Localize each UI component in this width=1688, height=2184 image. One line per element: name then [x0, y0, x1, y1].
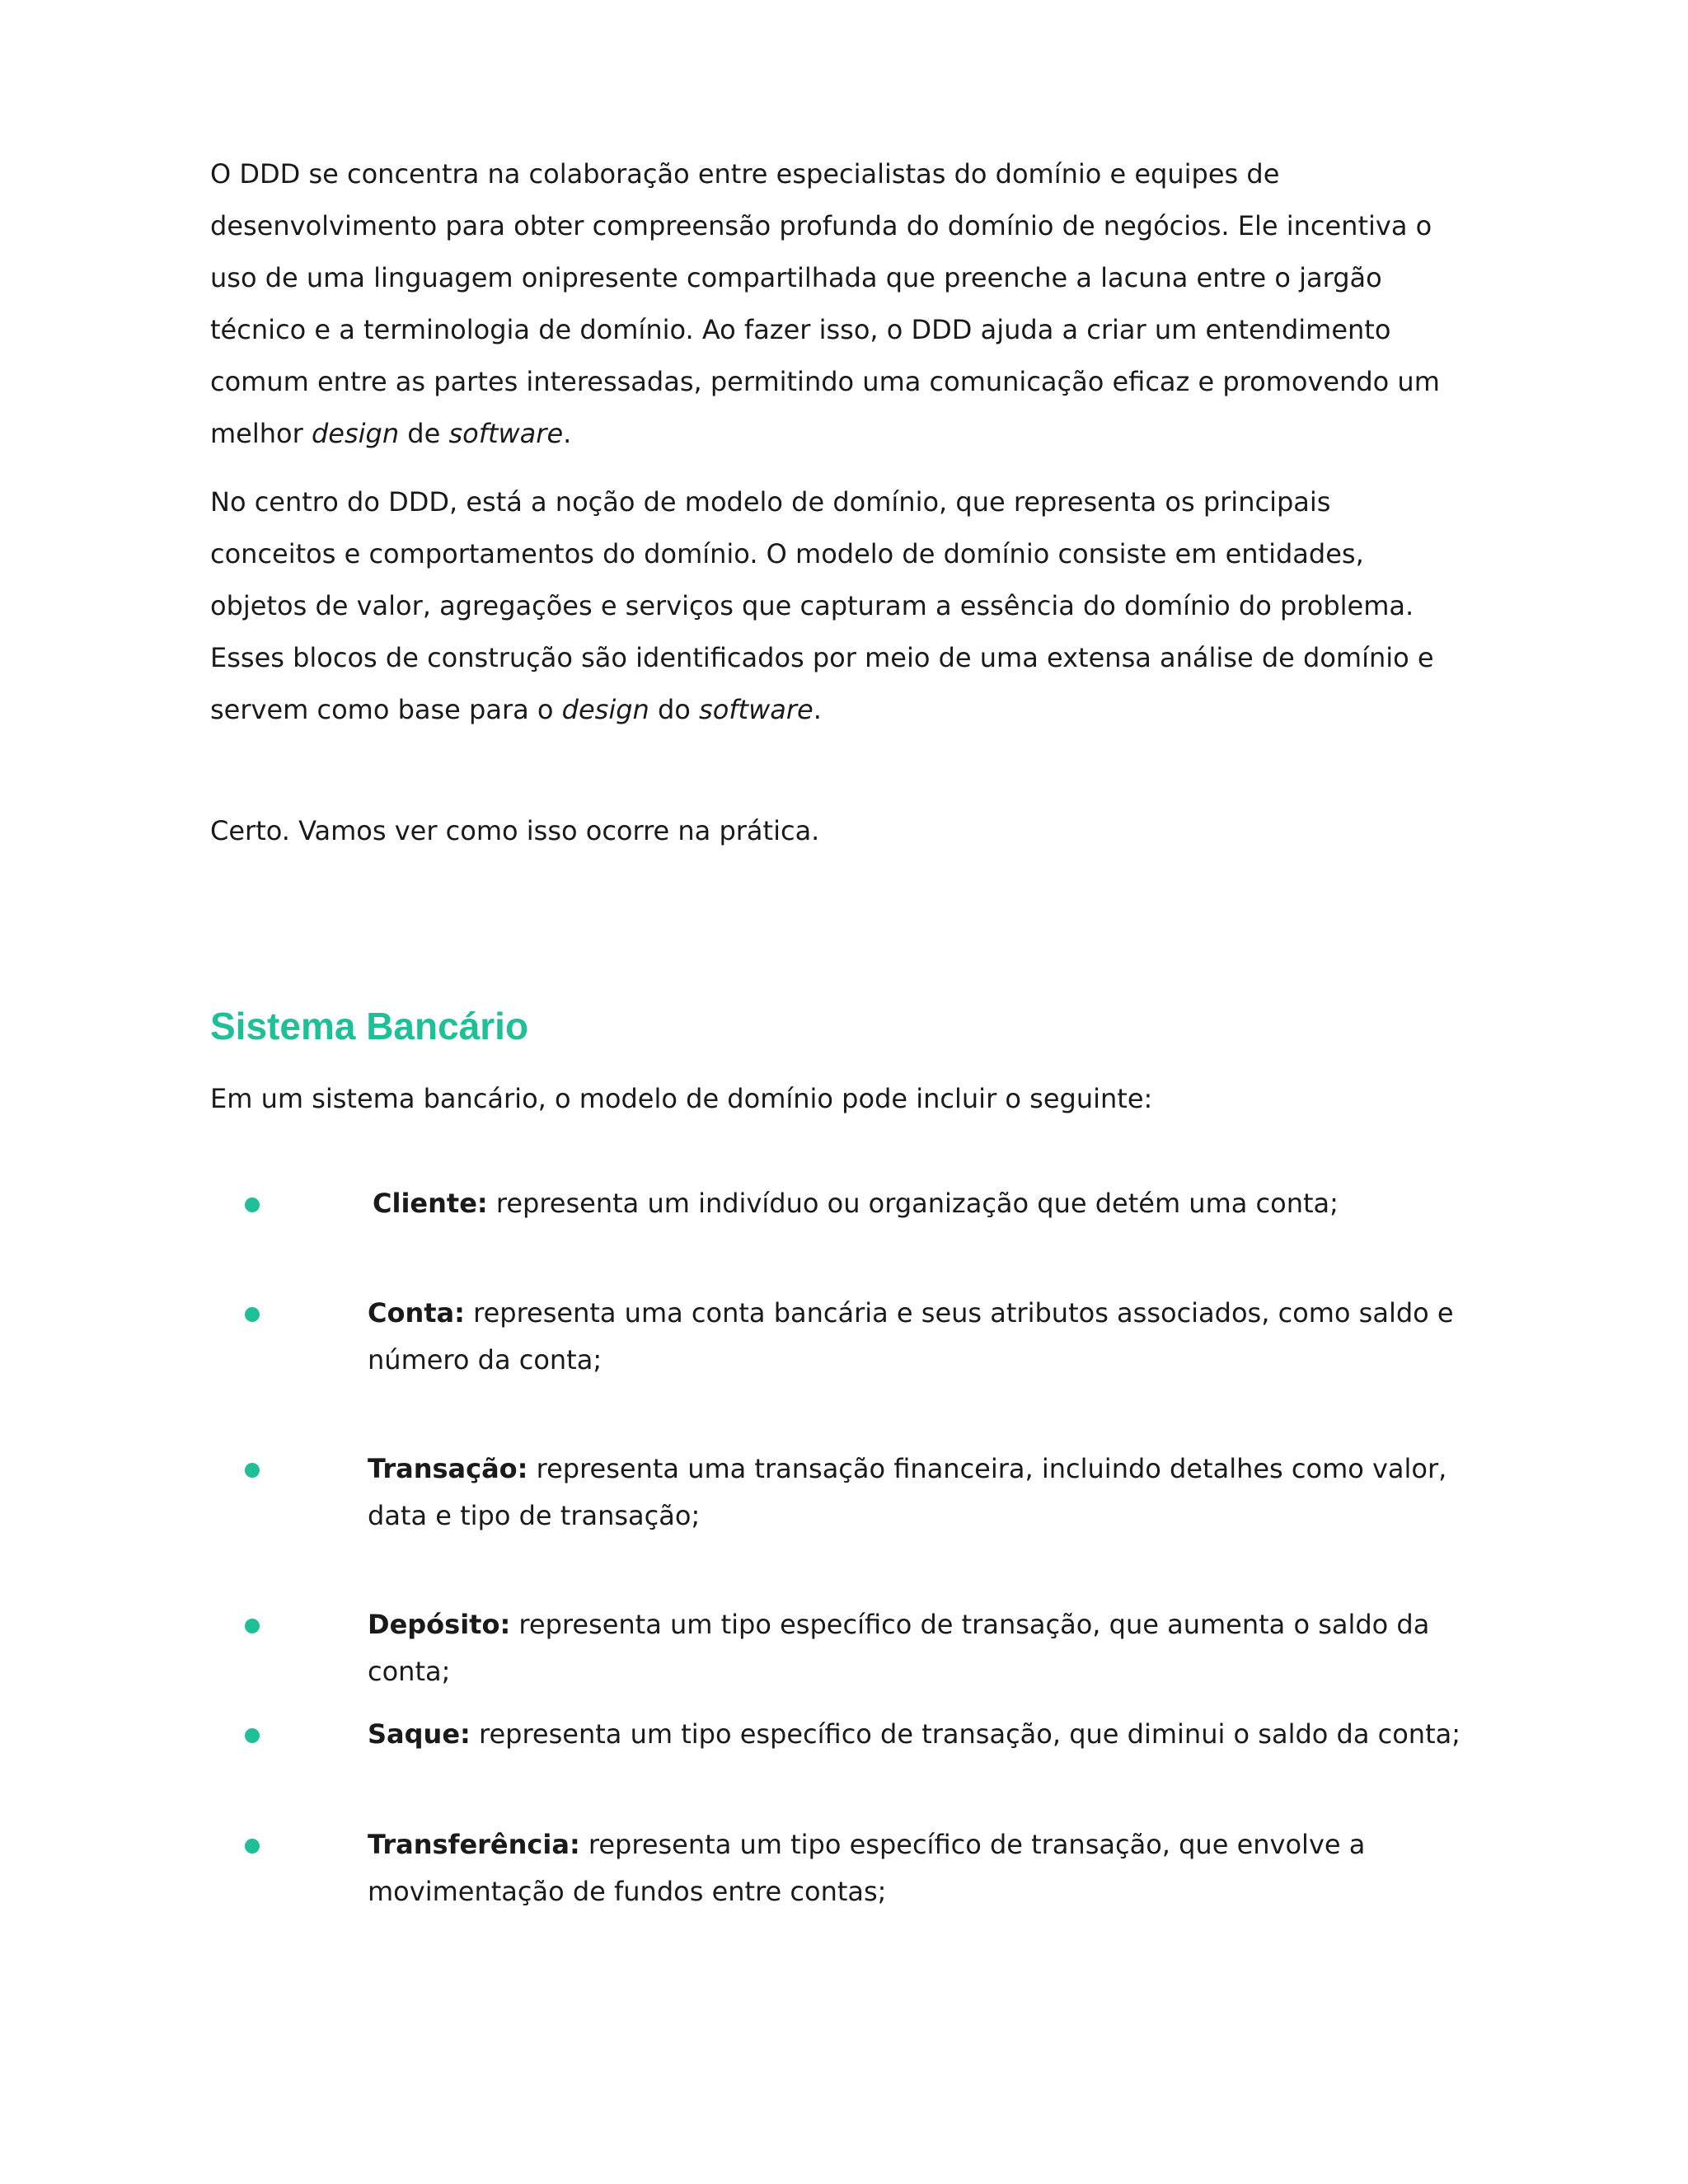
list-item-description: representa um tipo específico de transação, que envolve a movimentação de fundos entre contas;	[368, 1829, 1366, 1907]
bullet-dot-icon	[245, 1307, 260, 1322]
list-item-description: representa uma transação financeira, incluindo detalhes como valor, data e tipo de transação;	[368, 1453, 1447, 1531]
list-item-description: representa um indivíduo ou organização que detém uma conta;	[487, 1188, 1339, 1219]
list-item-text	[368, 1601, 1464, 1695]
list-item-term: Conta:	[368, 1297, 465, 1329]
paragraph-domain-model	[210, 476, 1463, 736]
p1-text-3: .	[563, 418, 572, 449]
p2-text-3: .	[813, 694, 822, 725]
list-item-term: Saque:	[368, 1718, 471, 1750]
p2-italic-software: software	[699, 694, 814, 725]
paragraph-practice	[210, 805, 1463, 857]
list-item-term: Cliente:	[373, 1188, 488, 1219]
list-item-description: representa uma conta bancária e seus atributos associados, como saldo e número da conta;	[368, 1297, 1454, 1376]
list-item-text	[368, 1821, 1464, 1915]
p1-italic-design: design	[311, 418, 400, 449]
list-item-text	[368, 1711, 1464, 1758]
list-item-term: Transação:	[368, 1453, 528, 1484]
list-item-text	[373, 1180, 1469, 1227]
section-heading: Sistema Bancário	[210, 1005, 529, 1047]
list-item-description: representa um tipo específico de transação, que aumenta o saldo da conta;	[368, 1609, 1430, 1687]
bullet-dot-icon	[245, 1619, 260, 1633]
p1-text-1: O DDD se concentra na colaboração entre especialistas do domínio e equipes de desenvolvimento para obter compreensão profunda do domínio de negócios. Ele incentiva o uso de uma linguagem onipresente compartilhada que preenche a lacuna entre o jargão técnico e a terminologia de domínio. Ao fazer isso, o DDD ajuda a criar um entendimento comum entre as partes interessadas, permitindo uma comunicação eficaz e promovendo um melhor	[210, 158, 1440, 449]
list-item-term: Depósito:	[368, 1609, 511, 1640]
p2-text-1: No centro do DDD, está a noção de modelo de domínio, que representa os principais conceitos e comportamentos do domínio. O modelo de domínio consiste em entidades, objetos de valor, agregações e serviços que capturam a essência do domínio do problema. Esses blocos de construção são identificados por meio de uma extensa análise de domínio e servem como base para o	[210, 486, 1434, 725]
bullet-dot-icon	[245, 1197, 260, 1212]
p3-text-1: Certo. Vamos ver como isso ocorre na prática.	[210, 815, 820, 846]
bullet-dot-icon	[245, 1463, 260, 1478]
bullet-dot-icon	[245, 1728, 260, 1743]
list-item-text	[368, 1446, 1464, 1540]
paragraph-ddd-collaboration	[210, 148, 1463, 460]
p2-text-2: do	[649, 694, 700, 725]
list-item-description: representa um tipo específico de transação, que diminui o saldo da conta;	[470, 1718, 1461, 1750]
p1-italic-software: software	[448, 418, 564, 449]
section-intro: Em um sistema bancário, o modelo de domínio pode incluir o seguinte:	[210, 1083, 1153, 1114]
list-item-term: Transferência:	[368, 1829, 580, 1860]
p2-italic-design: design	[561, 694, 649, 725]
bullet-dot-icon	[245, 1839, 260, 1854]
p1-text-2: de	[399, 418, 449, 449]
list-item-text	[368, 1290, 1464, 1384]
